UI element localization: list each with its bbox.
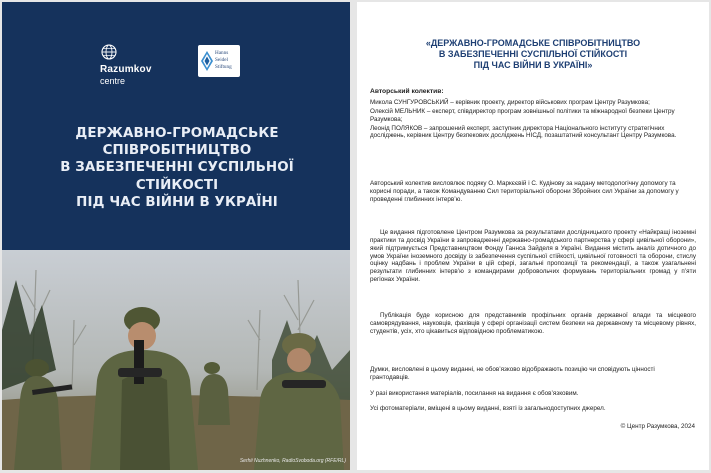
cover-title-line: ДЕРЖАВНО-ГРОМАДСЬКЕ [75,126,279,141]
hanns-seidel-logo [198,45,240,77]
hss-diamond-icon [201,51,213,71]
authors-list [370,99,696,141]
cover-title-line: СПІВРОБІТНИЦТВО [102,143,252,159]
inner-title-line: ПІД ЧАС ВІЙНИ В УКРАЇНІ» [473,60,593,70]
cover-title-line: СТІЙКОСТІ [135,177,219,193]
cover-page [2,2,350,470]
hss-line: Hanns [215,50,229,56]
org-sub: centre [100,76,126,86]
authors-heading: Авторський колектив: [370,88,444,95]
hss-line: Stiftung [215,64,232,70]
author-entry: Микола СУНГУРОВСЬКИЙ – керівник проекту, директор військових програм Центру Разумкова; [370,99,650,106]
org-name: Razumkov [100,64,152,75]
cover-title-line: ПІД ЧАС ВІЙНИ В УКРАЇНІ [76,194,278,210]
author-entry: Олексій МЕЛЬНИК – експерт, співдиректор програм зовнішньої політики та міжнародної безпеки Центру Разумкова; [370,107,675,123]
intro-paragraph: Це видання підготовлене Центром Разумкова за результатами дослідницького проекту «Найкращі іноземні практики та досвід України в запровадженні державно-громадського партнерства у сфері цивільної оборони», який підтримується Представництвом Фонду Ганнса Зайделя в Україні. Видання містить аналіз дотичного до умов України іноземного досвіду із забезпечення суспільної стійкості, цивільної готовності та оборони, стислу оцінку надбань і проблем України в цій сфері, загальні пропозиції та рекомендації, а також узагальнені результати глибинних інтерв’ю з командирами добровольчих формувань територіальних громад у п’яти регіонах України. [370,229,696,284]
cover-title [32,125,322,211]
inner-page [357,2,709,470]
citation-note: У разі використання матеріалів, посилання на видання є обов’язковим. [370,390,579,397]
cover-photo [2,250,350,470]
copyright: © Центр Разумкова, 2024 [620,423,695,430]
audience-paragraph: Публікація буде корисною для представників профільних органів державної влади та місцевого самоврядування, науковців, фахівців у сфері організації систем безпеки на державному та місцевому рівнях, студентів, усіх, хто цікавиться відповідною проблематикою. [370,312,696,335]
cover-title-line: В ЗАБЕЗПЕЧЕННІ СУСПІЛЬНОЇ [60,160,294,176]
author-entry: Леонід ПОЛЯКОВ – запрошений експерт, заступник директора Національного інституту стратегічних досліджень, керівник Центру безпекових досліджень НІСД, позаштатний консультант Центру Разумкова. [370,124,677,140]
photo-sources-note: Усі фотоматеріали, вміщені в цьому виданні, взяті із загальнодоступних джерел. [370,405,606,412]
inner-title [387,38,679,71]
inner-title-line: В ЗАБЕЗПЕЧЕННІ СУСПІЛЬНОЇ СТІЙКОСТІ [438,49,628,59]
hss-name [215,50,232,71]
disclaimer-note: Думки, висловлені в цьому виданні, не обов’язково відображають позицію чи сповідують цінності грантодавців. [370,366,655,381]
acknowledgements: Авторський колектив висловлює подяку О. Маркєєвій і С. Кудінову за надану методологічну допомогу та корисні поради, а також Командуванню Сил територіальної оборони Збройних сил України за допомогу у проведенні глибинних інтерв’ю. [370,180,679,203]
hss-line: Seidel [215,57,228,63]
photo-credit: Serhii Nuzhnenko, RadioSvoboda.org (RFE/RL) [239,458,346,464]
inner-title-line: «ДЕРЖАВНО-ГРОМАДСЬКЕ СПІВРОБІТНИЦТВО [425,38,641,48]
globe-icon [101,44,117,60]
